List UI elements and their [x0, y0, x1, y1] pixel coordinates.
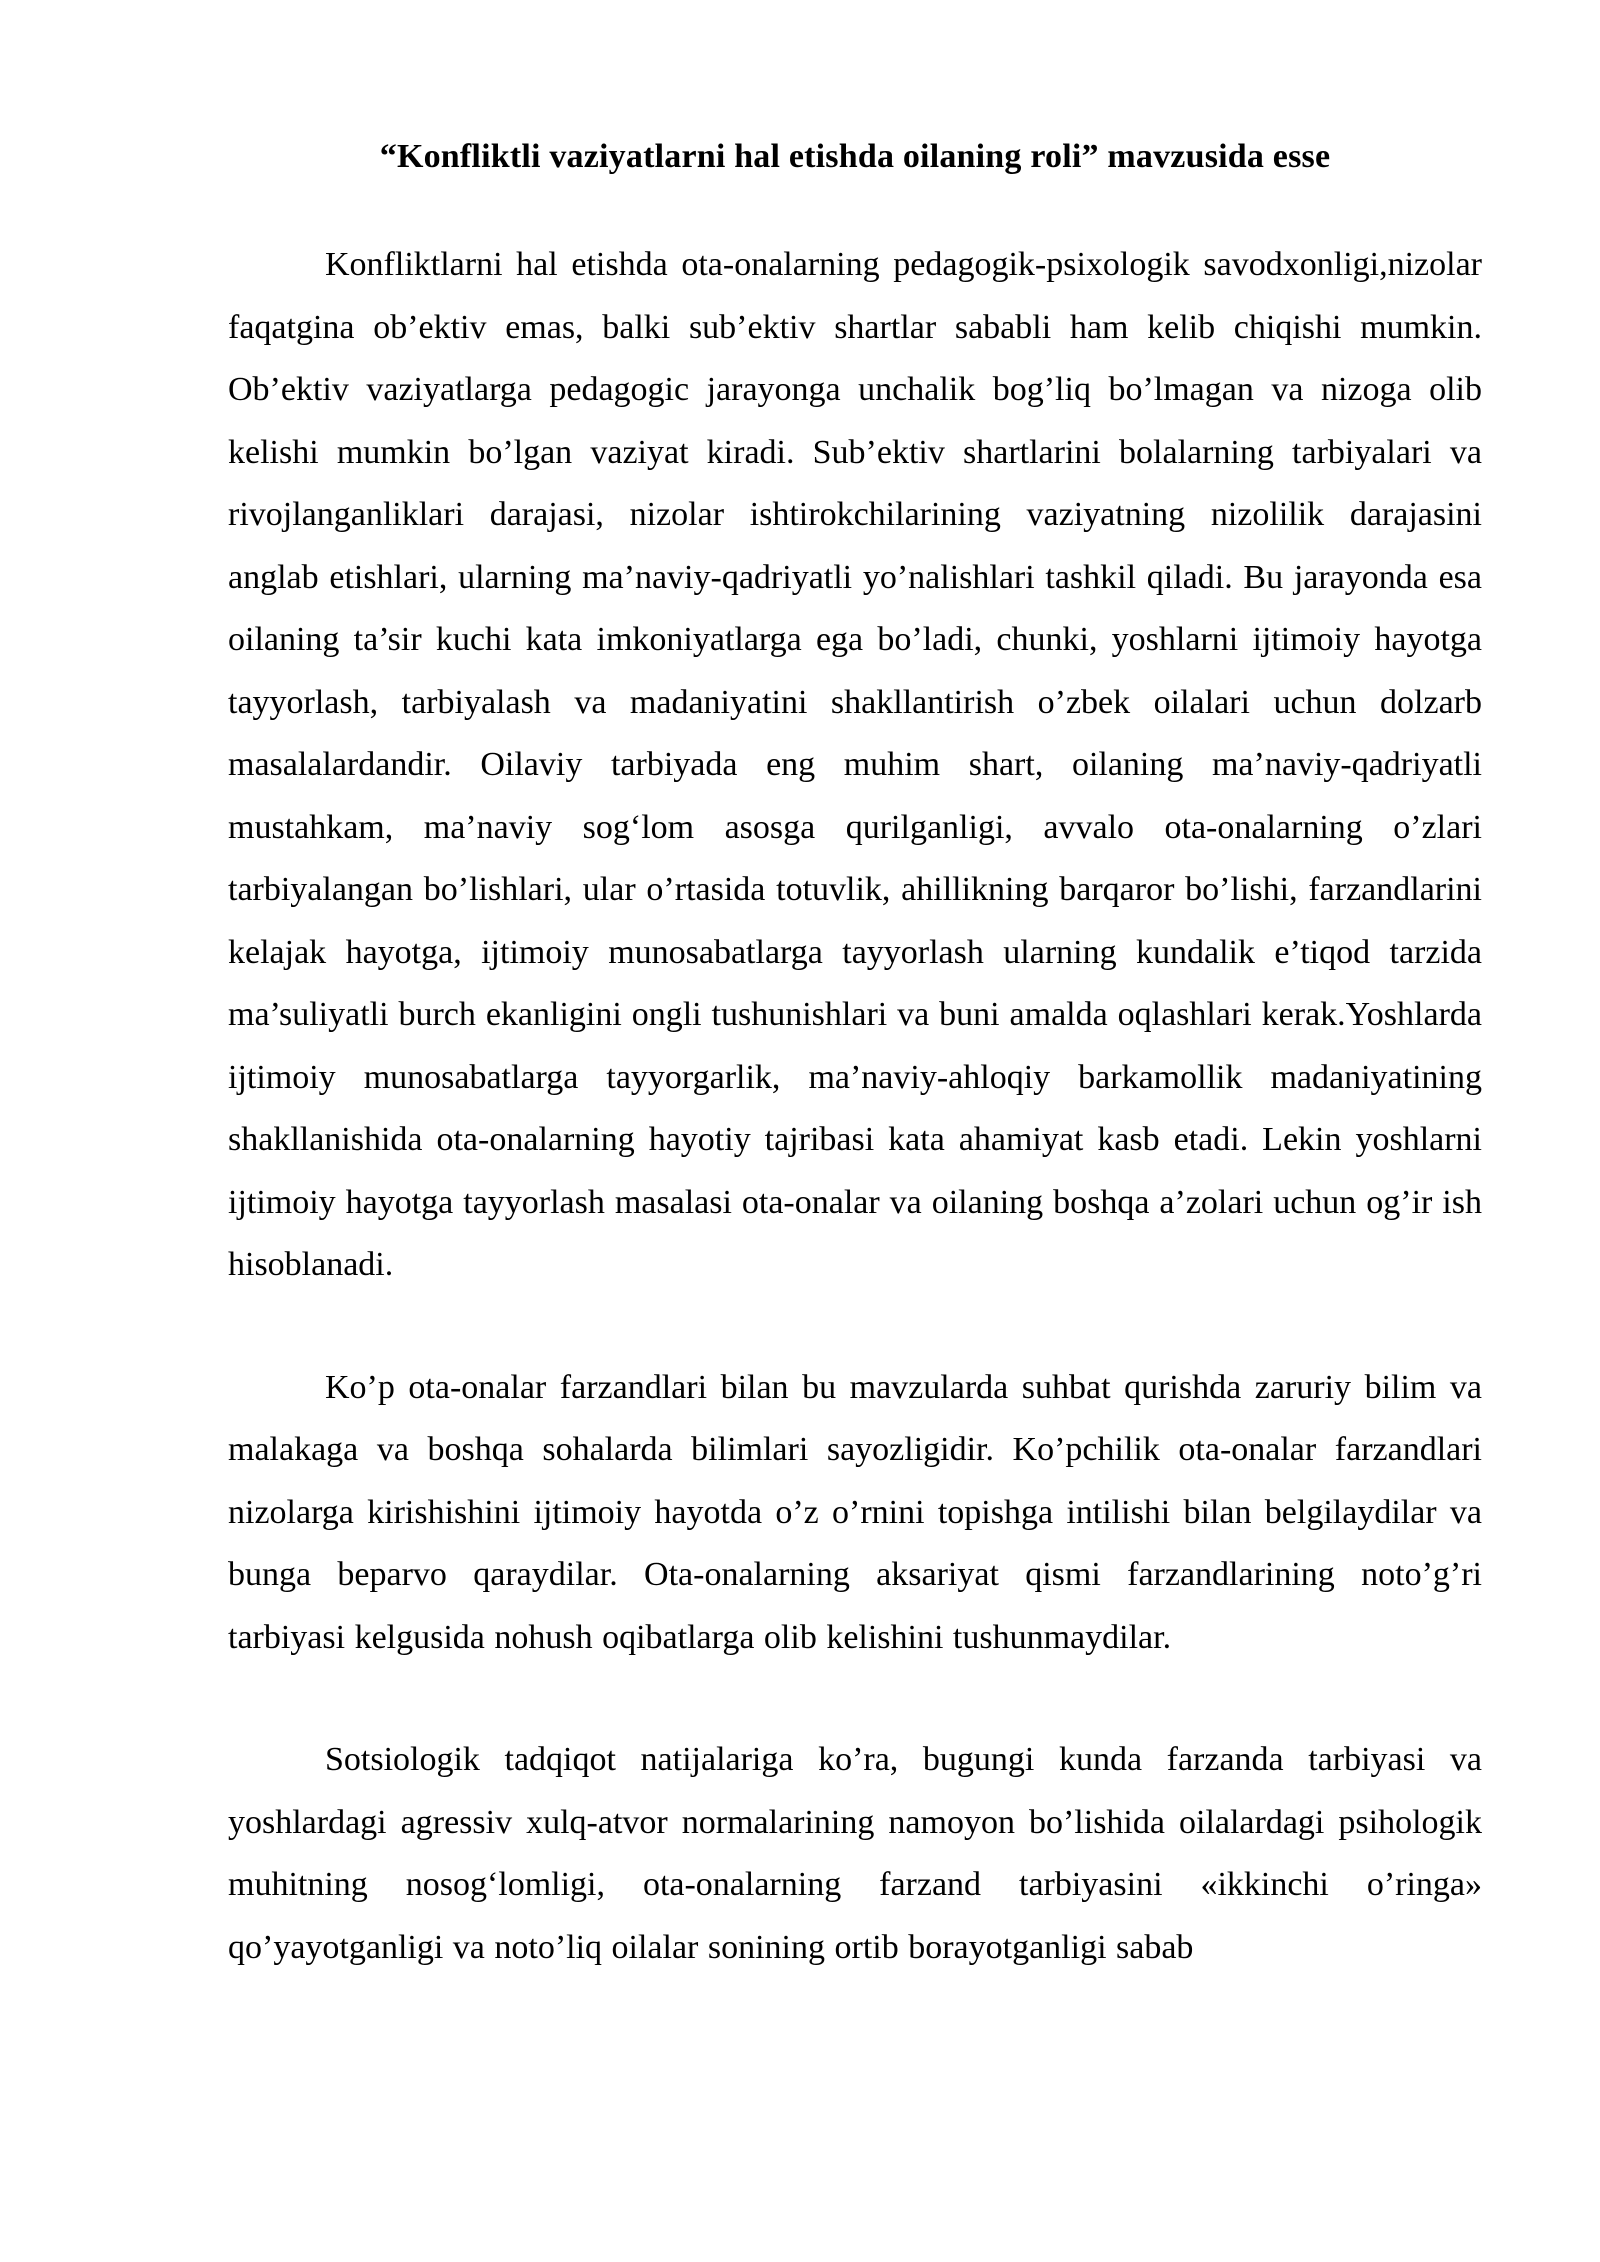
- essay-paragraph-3: Sotsiologik tadqiqot natijalariga ko’ra, bugungi kunda farzanda tarbiyasi va yoshlardagi agressiv xulq-atvor normalarining namoyon bo’lishida oilalardagi psihologik muhitning nosogʻlomligi, ota-onalarning farzand tarbiyasini «ikkinchi o’ringa» qo’yayotganligi va noto’liq oilalar sonining ortib borayotganligi sabab: [228, 1741, 1482, 1966]
- essay-paragraph-2: Ko’p ota-onalar farzandlari bilan bu mavzularda suhbat qurishda zaruriy bilim va malakaga va boshqa sohalarda bilimlari sayozligidir. Ko’pchilik ota-onalar farzandlari nizolarga kirishishini ijtimoiy hayotda o’z o’rnini topishga intilishi bilan belgilaydilar va bunga beparvo qaraydilar. Ota-onalarning aksariyat qismi farzandlarining noto’g’ri tarbiyasi kelgusida nohush oqibatlarga olib kelishini tushunmaydilar.: [228, 1368, 1482, 1656]
- essay-paragraph-1: Konfliktlarni hal etishda ota-onalarning pedagogik-psixologik savodxonligi,nizolar faqatgina ob’ektiv emas, balki sub’ektiv shartlar sababli ham kelib chiqishi mumkin. Ob’ektiv vaziyatlarga pedagogic jarayonga unchalik bog’liq bo’lmagan va nizoga olib kelishi mumkin bo’lgan vaziyat kiradi. Sub’ektiv shartlarini bolalarning tarbiyalari va rivojlanganliklari darajasi, nizolar ishtirokchilarining vaziyatning nizolilik darajasini anglab etishlari, ularning ma’naviy-qadriyatli yo’nalishlari tashkil qiladi. Bu jarayonda esa oilaning ta’sir kuchi kata imkoniyatlarga ega bo’ladi, chunki, yoshlarni ijtimoiy hayotga tayyorlash, tarbiyalash va madaniyatini shakllantirish o’zbek oilalari uchun dolzarb masalalardandir. Oilaviy tarbiyada eng muhim shart, oilaning ma’naviy-qadriyatli mustahkam, ma’naviy sogʻlom asosga qurilganligi, avvalo ota-onalarning o’zlari tarbiyalangan bo’lishlari, ular o’rtasida totuvlik, ahillikning barqaror bo’lishi, farzandlarini kelajak hayotga, ijtimoiy munosabatlarga tayyorlash ularning kundalik e’tiqod tarzida ma’suliyatli burch ekanligini ongli tushunishlari va buni amalda oqlashlari kerak.Yoshlarda ijtimoiy munosabatlarga tayyorgarlik, ma’naviy-ahloqiy barkamollik madaniyatining shakllanishida ota-onalarning hayotiy tajribasi kata ahamiyat kasb etadi. Lekin yoshlarni ijtimoiy hayotga tayyorlash masalasi ota-onalar va oilaning boshqa a’zolari uchun og’ir ish hisoblanadi.: [228, 246, 1482, 1283]
- essay-title: “Konfliktli vaziyatlarni hal etishda oilaning roli” mavzusida esse: [379, 138, 1331, 175]
